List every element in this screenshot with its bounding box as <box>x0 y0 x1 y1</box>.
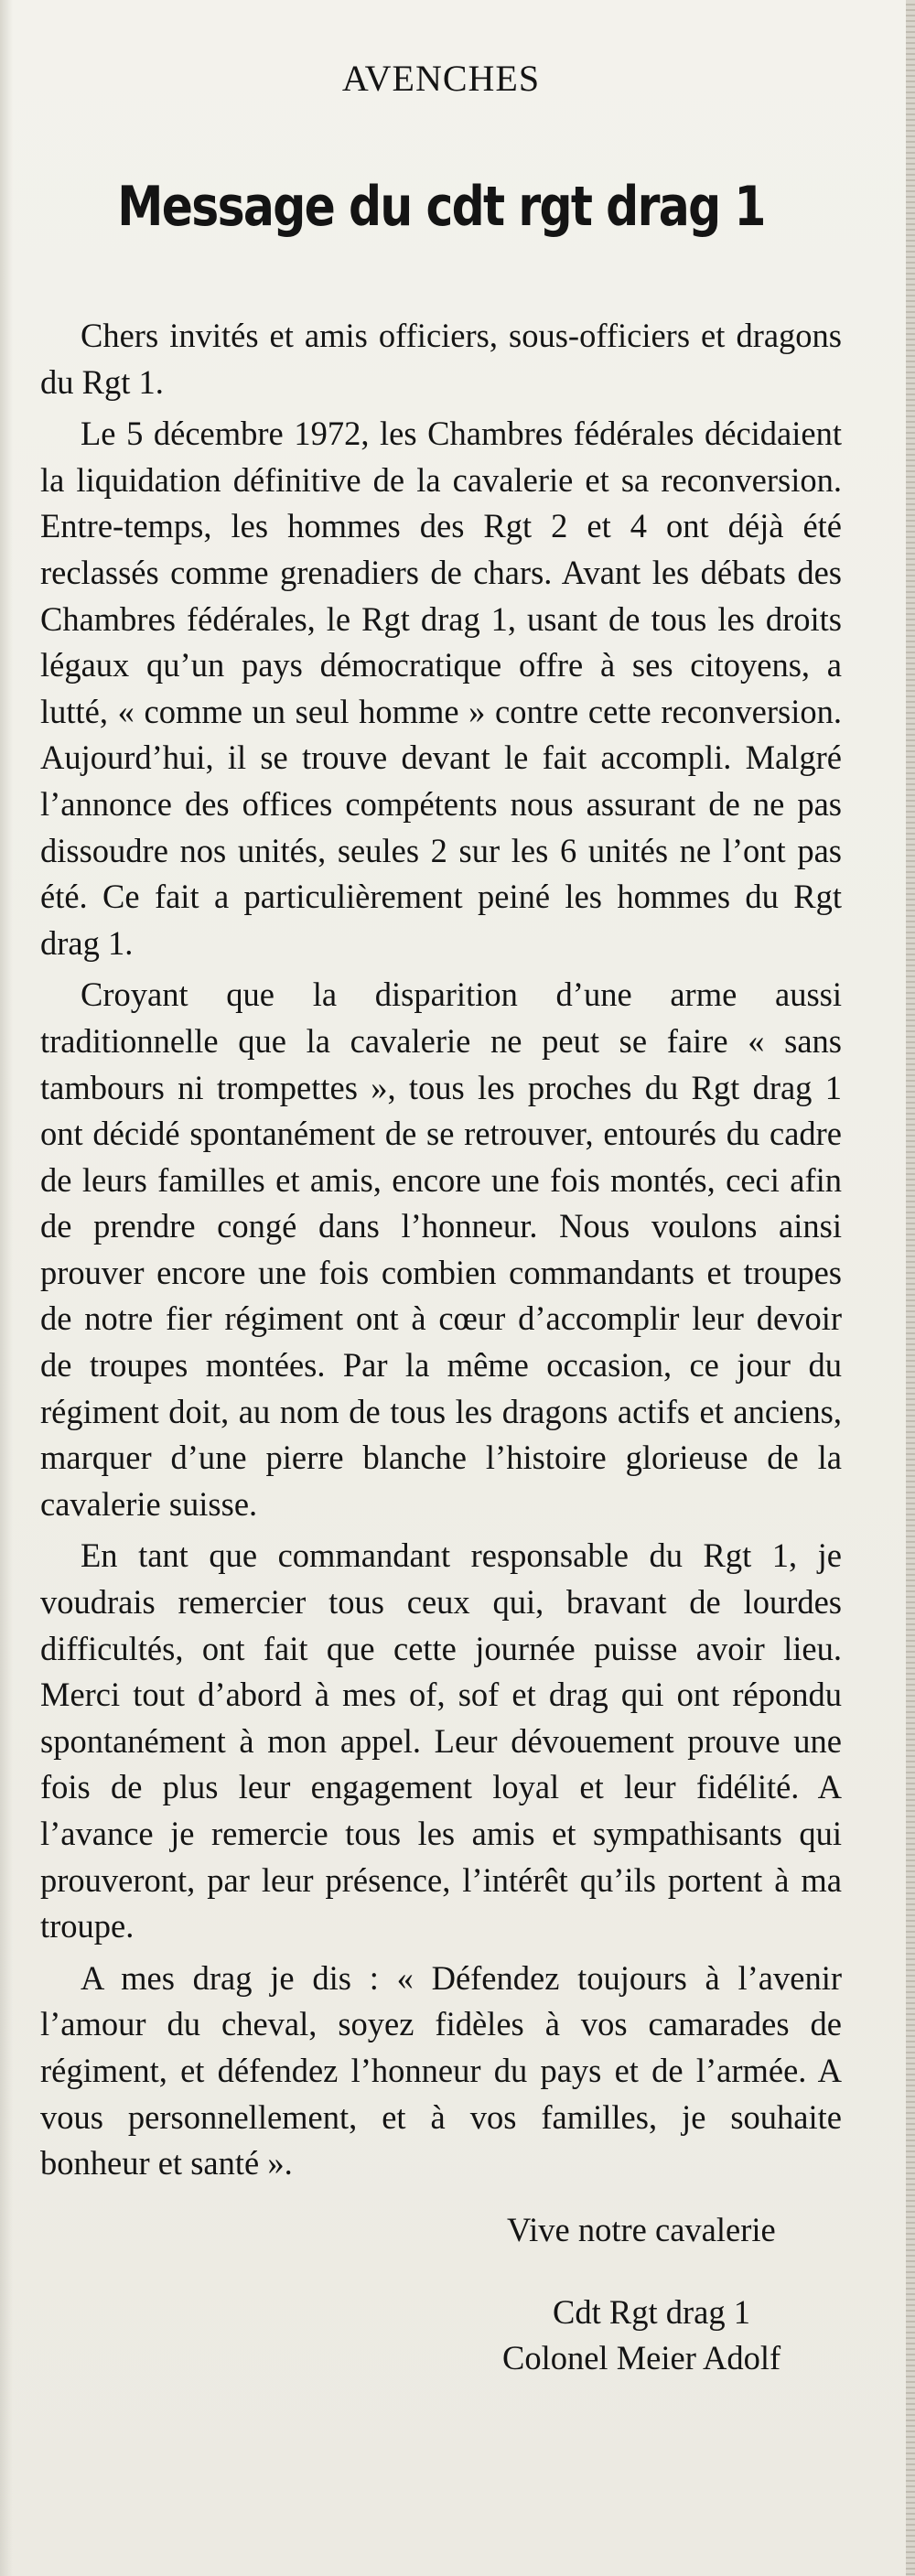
page-shadow <box>0 0 13 2576</box>
paragraph-message: A mes drag je dis : « Défendez toujours à l’avenir l’amour du cheval, soyez fidèles à vos camarades de régiment, et défendez l’honneur du pays et de l’armée. A vous personnellement, et à vos familles, je souhaite bonheur et santé ». <box>40 1958 842 2183</box>
kicker-location: AVENCHES <box>341 58 541 99</box>
article-headline: Message du cdt rgt drag 1 <box>117 175 765 239</box>
paragraph-thanks: En tant que commandant responsable du Rgt 1, je voudrais remercier tous ceux qui, bravant de lourdes difficultés, ont fait que cette journée puisse avoir lieu. Merci tout d’abord à mes of, sof et drag qui ont répondu spontanément à mon appel. Leur dévouement prouve une fois de plus leur engagement loyal et leur fidélité. A l’avance je remercie tous les amis et sympathisants qui prouveront, par leur présence, l’intérêt qu’ils portent à ma troupe. <box>40 1536 842 1945</box>
signature-name: Colonel Meier Adolf <box>502 2338 781 2377</box>
closing-block <box>40 2207 842 2381</box>
perforated-edge <box>906 0 915 2576</box>
signature-title: Cdt Rgt drag 1 <box>553 2292 750 2331</box>
closing-salute: Vive notre cavalerie <box>507 2210 776 2248</box>
article-body <box>40 313 842 2187</box>
paragraph-background: Le 5 décembre 1972, les Chambres fédérales décidaient la liquidation définitive de la cavalerie et sa reconversion. Entre-temps, les hommes des Rgt 2 et 4 ont déjà été reclassés comme grenadiers de chars. Avant les débats des Chambres fédérales, le Rgt drag 1, usant de tous les droits légaux qu’un pays démocratique offre à ses citoyens, a lutté, « comme un seul homme » contre cette reconversion. Aujourd’hui, il se trouve devant le fait accompli. Malgré l’annonce des offices compétents nous assurant de ne pas dissoudre nos unités, seules 2 sur les 6 unités ne l’ont pas été. Ce fait a particulièrement peiné les hommes du Rgt drag 1. <box>40 415 842 962</box>
paragraph-greeting: Chers invités et amis officiers, sous-officiers et dragons du Rgt 1. <box>40 317 842 401</box>
paragraph-farewell: Croyant que la disparition d’une arme aussi traditionnelle que la cavalerie ne peut se faire « sans tambours ni trompettes », tous les proches du Rgt drag 1 ont décidé spontanément de se retrouver, entourés du cadre de leurs familles et amis, encore une fois montés, ceci afin de prendre congé dans l’honneur. Nous voulons ainsi prouver encore une fois combien commandants et troupes de notre fier régiment ont à cœur d’accomplir leur devoir de troupes montées. Par la même occasion, ce jour du régiment doit, au nom de tous les dragons actifs et anciens, marquer d’une pierre blanche l’histoire glorieuse de la cavalerie suisse. <box>40 975 842 1523</box>
